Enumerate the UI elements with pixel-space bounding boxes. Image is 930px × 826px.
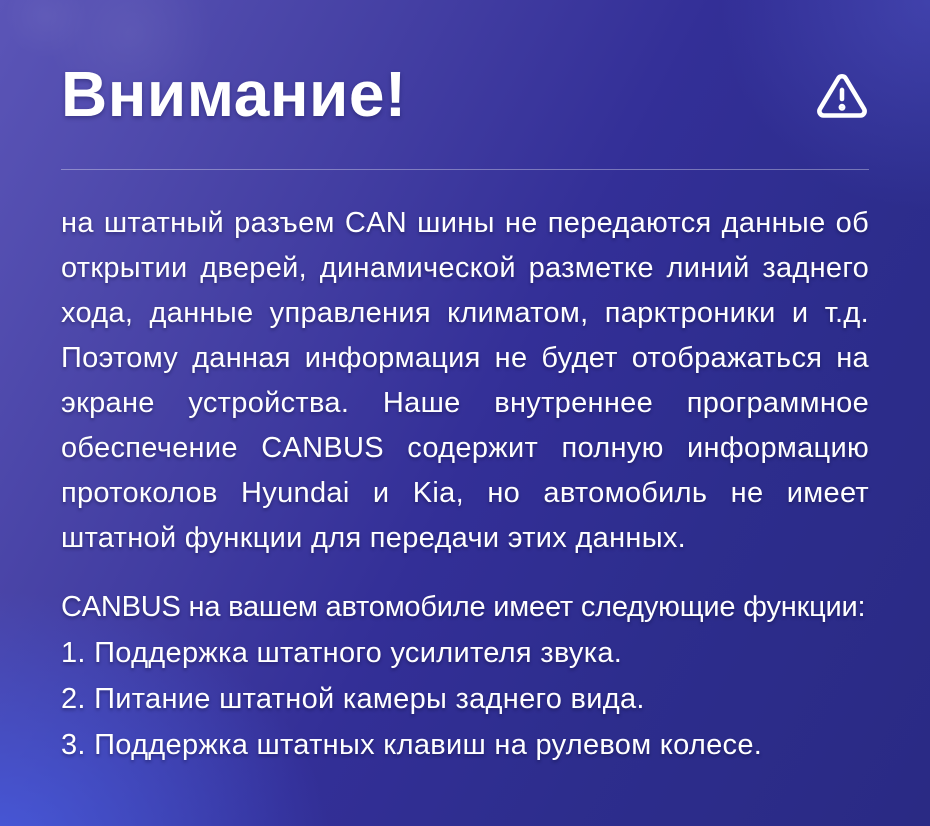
notice-header <box>61 0 869 130</box>
list-item: 3. Поддержка штатных клавиш на рулевом колесе. <box>61 729 763 761</box>
warning-triangle-icon <box>816 70 868 122</box>
header-divider <box>61 169 869 170</box>
page-title: Внимание! <box>61 58 407 130</box>
list-item: 2. Питание штатной камеры заднего вида. <box>61 683 645 715</box>
functions-section <box>61 584 869 768</box>
notice-paragraph: на штатный разъем CAN шины не передаются данные об открытии дверей, динамической разметке линий заднего хода, данные управления климатом, парктроники и т.д. Поэтому данная информация не будет отображаться на экране устройства. Наше внутреннее программное обеспечение CANBUS содержит полную информацию протоколов Hyundai и Kia, но автомобиль не имеет штатной функции для передачи этих данных. <box>61 207 869 554</box>
list-item: 1. Поддержка штатного усилителя звука. <box>61 637 623 669</box>
functions-intro: CANBUS на вашем автомобиле имеет следующие функции: <box>61 591 866 623</box>
